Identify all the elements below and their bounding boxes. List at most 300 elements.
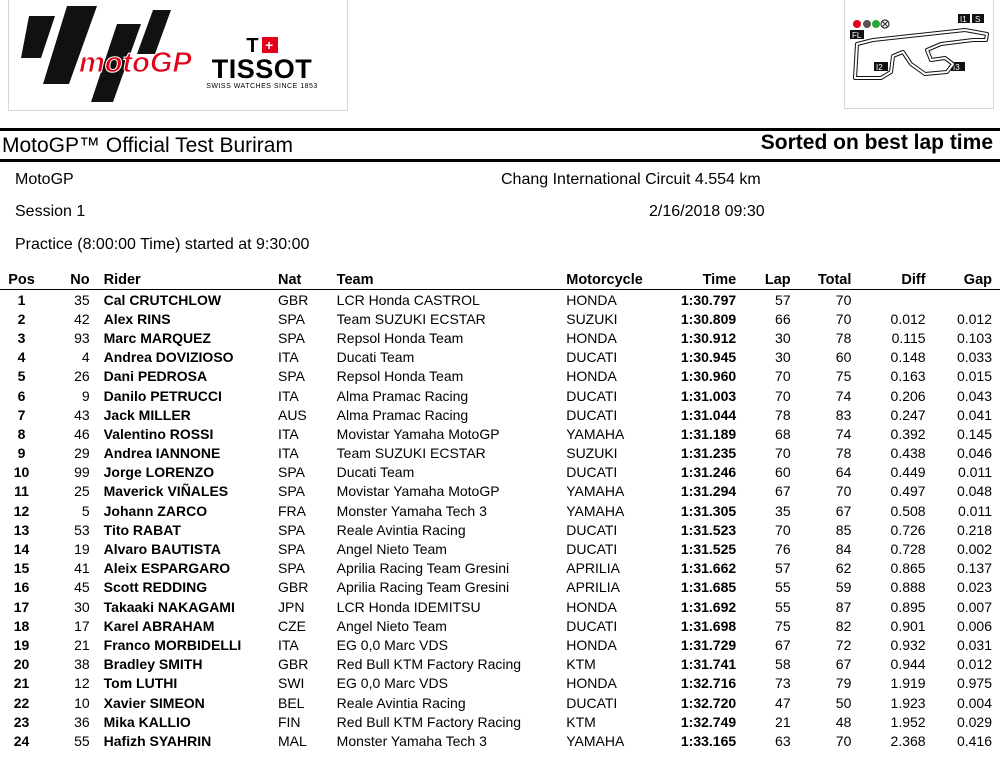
- table-row: [0, 463, 1000, 482]
- cell-team: EG 0,0 Marc VDS: [336, 636, 448, 653]
- tissot-mark-icon: T +: [206, 36, 318, 56]
- cell-time: 1:31.523: [680, 521, 737, 538]
- cell-no: 55: [74, 732, 90, 749]
- cell-pos: 4: [17, 349, 26, 366]
- tissot-tagline: SWISS WATCHES SINCE 1853: [206, 83, 318, 90]
- table-row: [0, 674, 1000, 693]
- cell-nat: SPA: [277, 483, 305, 500]
- cell-diff: 0.932: [890, 636, 926, 653]
- table-row: [0, 655, 1000, 674]
- cell-rider: Aleix ESPARGARO: [103, 560, 231, 577]
- cell-no: 17: [74, 617, 90, 634]
- cell-pos: 11: [14, 483, 29, 500]
- cell-no: 35: [74, 291, 90, 308]
- cell-motorcycle: DUCATI: [566, 541, 618, 558]
- cell-lap: 35: [775, 502, 791, 519]
- cell-gap: 0.103: [956, 329, 992, 346]
- cell-nat: ITA: [277, 425, 299, 442]
- cell-no: 25: [74, 483, 90, 500]
- cell-diff: 0.449: [890, 464, 926, 481]
- class-label: MotoGP: [15, 171, 74, 188]
- cell-diff: 0.888: [890, 579, 926, 596]
- cell-pos: 1: [17, 291, 26, 308]
- col-lap: Lap: [764, 271, 791, 288]
- cell-time: 1:31.294: [680, 483, 737, 500]
- cell-lap: 58: [775, 656, 791, 673]
- cell-nat: CZE: [277, 617, 306, 634]
- track-map-panel: [844, 0, 994, 109]
- cell-pos: 3: [17, 329, 26, 346]
- cell-no: 4: [81, 349, 90, 366]
- cell-lap: 55: [775, 598, 791, 615]
- cell-motorcycle: YAMAHA: [566, 483, 625, 500]
- cell-pos: 5: [17, 368, 26, 385]
- cell-motorcycle: DUCATI: [566, 464, 618, 481]
- cell-lap: 67: [775, 636, 791, 653]
- cell-gap: 0.145: [956, 425, 992, 442]
- table-row: [0, 328, 1000, 347]
- cell-total: 74: [835, 425, 852, 442]
- cell-no: 10: [74, 694, 90, 711]
- cell-team: Red Bull KTM Factory Racing: [336, 713, 522, 730]
- cell-team: Red Bull KTM Factory Racing: [336, 656, 522, 673]
- cell-time: 1:33.165: [680, 732, 737, 749]
- cell-nat: ITA: [277, 636, 299, 653]
- practice-label: Practice (8:00:00 Time) started at 9:30:00: [15, 236, 310, 253]
- cell-diff: 0.148: [890, 349, 926, 366]
- cell-rider: Dani PEDROSA: [103, 368, 208, 385]
- cell-pos: 10: [13, 464, 30, 481]
- cell-pos: 22: [13, 694, 30, 711]
- cell-nat: MAL: [277, 732, 307, 749]
- cell-lap: 78: [775, 406, 791, 423]
- table-row: [0, 424, 1000, 443]
- cell-gap: [926, 290, 1000, 310]
- cell-team: EG 0,0 Marc VDS: [336, 675, 448, 692]
- cell-rider: Hafizh SYAHRIN: [103, 732, 212, 749]
- table-row: [0, 367, 1000, 386]
- cell-team: Movistar Yamaha MotoGP: [336, 483, 500, 500]
- cell-gap: 0.015: [956, 368, 992, 385]
- cell-pos: 23: [13, 713, 30, 730]
- cell-lap: 60: [775, 464, 791, 481]
- cell-team: Aprilia Racing Team Gresini: [336, 579, 510, 596]
- cell-gap: 0.023: [956, 579, 992, 596]
- cell-total: 70: [835, 732, 852, 749]
- table-row: [0, 386, 1000, 405]
- cell-no: 12: [74, 675, 90, 692]
- cell-no: 38: [74, 656, 90, 673]
- table-row: [0, 444, 1000, 463]
- cell-pos: 12: [13, 502, 30, 519]
- sort-note: Sorted on best lap time: [760, 131, 993, 154]
- cell-diff: 0.944: [890, 656, 926, 673]
- table-row: [0, 635, 1000, 654]
- cell-motorcycle: HONDA: [566, 329, 617, 346]
- cell-rider: Valentino ROSSI: [103, 425, 214, 442]
- title-bottom-rule: [0, 159, 1000, 162]
- cell-total: 60: [835, 349, 852, 366]
- cell-pos: 8: [17, 425, 26, 442]
- table-row: [0, 712, 1000, 731]
- cell-no: 30: [74, 598, 90, 615]
- event-title: MotoGP™ Official Test Buriram: [2, 134, 293, 157]
- cell-time: 1:31.305: [680, 502, 737, 519]
- cell-diff: [857, 290, 925, 310]
- cell-lap: 30: [775, 349, 791, 366]
- cell-lap: 70: [775, 445, 791, 462]
- table-row: [0, 501, 1000, 520]
- cell-rider: Bradley SMITH: [103, 656, 203, 673]
- cell-total: 74: [835, 387, 852, 404]
- cell-no: 45: [74, 579, 90, 596]
- cell-gap: 0.975: [956, 675, 992, 692]
- cell-total: 67: [835, 656, 852, 673]
- cell-nat: ITA: [277, 387, 299, 404]
- cell-diff: 2.368: [890, 732, 926, 749]
- logo-panel: [8, 0, 348, 111]
- cell-no: 53: [74, 521, 90, 538]
- cell-pos: 9: [17, 445, 26, 462]
- cell-pos: 18: [13, 617, 30, 634]
- cell-lap: 70: [775, 387, 791, 404]
- cell-nat: ITA: [277, 349, 299, 366]
- cell-team: Alma Pramac Racing: [336, 406, 469, 423]
- cell-pos: 14: [13, 541, 30, 558]
- cell-motorcycle: HONDA: [566, 291, 617, 308]
- cell-motorcycle: SUZUKI: [566, 445, 618, 462]
- cell-gap: 0.046: [956, 445, 992, 462]
- cell-time: 1:31.685: [680, 579, 737, 596]
- cell-nat: SPA: [277, 560, 305, 577]
- cell-motorcycle: DUCATI: [566, 521, 618, 538]
- table-row: [0, 405, 1000, 424]
- cell-lap: 30: [775, 329, 791, 346]
- table-row: [0, 539, 1000, 558]
- cell-lap: 75: [775, 617, 791, 634]
- col-nat: Nat: [277, 271, 302, 288]
- table-row: [0, 520, 1000, 539]
- cell-total: 79: [835, 675, 852, 692]
- cell-time: 1:31.003: [680, 387, 737, 404]
- cell-team: Repsol Honda Team: [336, 368, 464, 385]
- cell-lap: 63: [775, 732, 791, 749]
- results-table: [0, 270, 1000, 751]
- cell-diff: 0.247: [890, 406, 926, 423]
- table-row: [0, 290, 1000, 310]
- cell-motorcycle: HONDA: [566, 368, 617, 385]
- cell-no: 42: [74, 310, 90, 327]
- cell-no: 46: [74, 425, 90, 442]
- cell-team: Team SUZUKI ECSTAR: [336, 445, 486, 462]
- cell-time: 1:30.809: [680, 310, 737, 327]
- cell-rider: Danilo PETRUCCI: [103, 387, 222, 404]
- cell-rider: Andrea DOVIZIOSO: [103, 349, 234, 366]
- cell-rider: Marc MARQUEZ: [103, 329, 211, 346]
- cell-lap: 21: [775, 713, 791, 730]
- cell-lap: 47: [775, 694, 791, 711]
- col-gap: Gap: [963, 271, 992, 288]
- cell-diff: 0.726: [890, 521, 926, 538]
- cell-team: Ducati Team: [336, 464, 415, 481]
- cell-lap: 66: [775, 310, 791, 327]
- svg-text:S: S: [975, 15, 981, 24]
- cell-rider: Alvaro BAUTISTA: [103, 541, 221, 558]
- cell-gap: 0.011: [958, 464, 992, 481]
- cell-time: 1:31.692: [680, 598, 737, 615]
- cell-pos: 16: [13, 579, 30, 596]
- cell-total: 59: [835, 579, 852, 596]
- cell-pos: 24: [13, 732, 30, 749]
- cell-total: 83: [835, 406, 852, 423]
- cell-pos: 21: [13, 675, 30, 692]
- table-row: [0, 731, 1000, 750]
- table-row: [0, 578, 1000, 597]
- table-row: [0, 616, 1000, 635]
- cell-gap: 0.416: [956, 732, 992, 749]
- cell-diff: 0.901: [890, 617, 926, 634]
- cell-team: Angel Nieto Team: [336, 541, 447, 558]
- cell-gap: 0.041: [956, 406, 992, 423]
- cell-motorcycle: HONDA: [566, 675, 617, 692]
- cell-rider: Karel ABRAHAM: [103, 617, 215, 634]
- cell-total: 67: [835, 502, 852, 519]
- svg-text:I3: I3: [953, 63, 960, 72]
- col-total: Total: [817, 271, 852, 288]
- cell-team: LCR Honda IDEMITSU: [336, 598, 481, 615]
- table-row: [0, 559, 1000, 578]
- cell-rider: Johann ZARCO: [103, 502, 208, 519]
- cell-team: LCR Honda CASTROL: [336, 291, 480, 308]
- cell-nat: FRA: [277, 502, 306, 519]
- cell-total: 70: [835, 483, 852, 500]
- cell-diff: 0.012: [890, 310, 926, 327]
- cell-time: 1:32.716: [680, 675, 737, 692]
- cell-time: 1:31.741: [680, 656, 737, 673]
- col-diff: Diff: [901, 271, 926, 288]
- cell-time: 1:31.525: [680, 541, 737, 558]
- cell-gap: 0.007: [956, 598, 992, 615]
- cell-gap: 0.004: [956, 694, 992, 711]
- table-header-row: [0, 270, 1000, 290]
- cell-diff: 0.206: [890, 387, 926, 404]
- cell-motorcycle: YAMAHA: [566, 502, 625, 519]
- cell-total: 50: [835, 694, 852, 711]
- cell-lap: 73: [775, 675, 791, 692]
- cell-team: Angel Nieto Team: [336, 617, 447, 634]
- cell-gap: 0.006: [956, 617, 992, 634]
- cell-diff: 0.163: [890, 368, 926, 385]
- cell-rider: Tom LUTHI: [103, 675, 178, 692]
- session-datetime: 2/16/2018 09:30: [649, 203, 765, 220]
- cell-total: 82: [835, 617, 852, 634]
- cell-rider: Tito RABAT: [103, 521, 181, 538]
- cell-nat: GBR: [277, 656, 309, 673]
- cell-motorcycle: HONDA: [566, 636, 617, 653]
- col-time: Time: [702, 271, 737, 288]
- cell-total: 70: [835, 291, 852, 308]
- cell-nat: ITA: [277, 445, 299, 462]
- cell-motorcycle: DUCATI: [566, 617, 618, 634]
- cell-team: Team SUZUKI ECSTAR: [336, 310, 486, 327]
- cell-diff: 0.728: [890, 541, 926, 558]
- cell-total: 70: [835, 310, 852, 327]
- col-motorcycle: Motorcycle: [566, 271, 643, 288]
- cell-team: Monster Yamaha Tech 3: [336, 502, 487, 519]
- cell-rider: Alex RINS: [103, 310, 171, 327]
- cell-time: 1:30.912: [680, 329, 737, 346]
- cell-pos: 13: [13, 521, 30, 538]
- cell-lap: 57: [775, 291, 791, 308]
- cell-motorcycle: SUZUKI: [566, 310, 618, 327]
- table-row: [0, 693, 1000, 712]
- cell-motorcycle: APRILIA: [566, 560, 620, 577]
- cell-team: Aprilia Racing Team Gresini: [336, 560, 510, 577]
- cell-no: 26: [74, 368, 90, 385]
- cell-total: 62: [835, 560, 852, 577]
- cell-diff: 1.919: [890, 675, 926, 692]
- cell-diff: 0.508: [890, 502, 926, 519]
- cell-time: 1:30.945: [680, 349, 737, 366]
- cell-motorcycle: KTM: [566, 656, 596, 673]
- cell-diff: 1.952: [890, 713, 926, 730]
- brand-wordmark: motoGP: [79, 47, 192, 79]
- table-row: [0, 597, 1000, 616]
- cell-time: 1:31.235: [680, 445, 737, 462]
- cell-pos: 20: [13, 656, 30, 673]
- cell-no: 9: [81, 387, 90, 404]
- cell-time: 1:31.698: [680, 617, 737, 634]
- cell-lap: 57: [775, 560, 791, 577]
- cell-nat: GBR: [277, 291, 309, 308]
- cell-pos: 19: [13, 636, 30, 653]
- cell-diff: 0.438: [890, 445, 926, 462]
- cell-time: 1:31.662: [680, 560, 737, 577]
- cell-lap: 70: [775, 521, 791, 538]
- cell-no: 5: [81, 502, 90, 519]
- table-row: [0, 348, 1000, 367]
- cell-rider: Takaaki NAKAGAMI: [103, 598, 235, 615]
- cell-motorcycle: APRILIA: [566, 579, 620, 596]
- cell-gap: 0.033: [956, 349, 992, 366]
- cell-rider: Xavier SIMEON: [103, 694, 205, 711]
- cell-diff: 1.923: [890, 694, 926, 711]
- cell-nat: AUS: [277, 406, 307, 423]
- cell-motorcycle: YAMAHA: [566, 425, 625, 442]
- cell-nat: SPA: [277, 541, 305, 558]
- cell-total: 72: [835, 636, 852, 653]
- cell-no: 41: [74, 560, 90, 577]
- cell-time: 1:30.797: [680, 291, 737, 308]
- cell-rider: Scott REDDING: [103, 579, 208, 596]
- cell-nat: SPA: [277, 329, 305, 346]
- col-team: Team: [336, 271, 374, 288]
- cell-total: 87: [835, 598, 852, 615]
- cell-lap: 70: [775, 368, 791, 385]
- cell-gap: 0.012: [956, 310, 992, 327]
- cell-lap: 67: [775, 483, 791, 500]
- cell-gap: 0.048: [956, 483, 992, 500]
- cell-team: Alma Pramac Racing: [336, 387, 469, 404]
- cell-nat: JPN: [277, 598, 305, 615]
- cell-total: 78: [835, 445, 852, 462]
- cell-diff: 0.497: [890, 483, 926, 500]
- cell-rider: Franco MORBIDELLI: [103, 636, 242, 653]
- tissot-logo: [206, 36, 318, 92]
- cell-lap: 76: [775, 541, 791, 558]
- cell-total: 84: [835, 541, 852, 558]
- cell-time: 1:32.720: [680, 694, 737, 711]
- cell-motorcycle: DUCATI: [566, 387, 618, 404]
- col-rider: Rider: [103, 271, 141, 288]
- cell-nat: SPA: [277, 521, 305, 538]
- cell-diff: 0.895: [890, 598, 926, 615]
- cell-gap: 0.137: [956, 560, 992, 577]
- cell-total: 75: [835, 368, 852, 385]
- cell-no: 99: [74, 464, 90, 481]
- cell-gap: 0.011: [958, 502, 992, 519]
- cell-rider: Mika KALLIO: [103, 713, 191, 730]
- svg-text:FL: FL: [852, 31, 862, 40]
- cell-total: 48: [835, 713, 852, 730]
- cell-rider: Andrea IANNONE: [103, 445, 221, 462]
- cell-time: 1:31.246: [680, 464, 737, 481]
- cell-diff: 0.115: [891, 329, 926, 346]
- cell-motorcycle: DUCATI: [566, 406, 618, 423]
- session-label: Session 1: [15, 203, 86, 220]
- cell-team: Reale Avintia Racing: [336, 521, 466, 538]
- cell-pos: 15: [13, 560, 30, 577]
- cell-diff: 0.392: [890, 425, 926, 442]
- cell-lap: 55: [775, 579, 791, 596]
- cell-gap: 0.029: [956, 713, 992, 730]
- tissot-wordmark: TISSOT: [211, 54, 313, 84]
- cell-total: 85: [835, 521, 852, 538]
- svg-text:I2: I2: [876, 63, 883, 72]
- cell-gap: 0.002: [956, 541, 992, 558]
- cell-team: Ducati Team: [336, 349, 415, 366]
- cell-time: 1:32.749: [680, 713, 737, 730]
- col-pos: Pos: [8, 271, 35, 288]
- cell-no: 19: [74, 541, 90, 558]
- cell-no: 36: [74, 713, 90, 730]
- cell-nat: BEL: [277, 694, 305, 711]
- col-no: No: [70, 271, 90, 288]
- cell-nat: GBR: [277, 579, 309, 596]
- cell-time: 1:31.189: [680, 425, 737, 442]
- svg-text:I1: I1: [960, 15, 967, 24]
- cell-no: 93: [74, 329, 90, 346]
- cell-motorcycle: KTM: [566, 713, 596, 730]
- cell-team: Reale Avintia Racing: [336, 694, 466, 711]
- cell-rider: Cal CRUTCHLOW: [103, 291, 222, 308]
- cell-time: 1:31.044: [680, 406, 737, 423]
- cell-rider: Maverick VIÑALES: [103, 483, 229, 500]
- cell-team: Monster Yamaha Tech 3: [336, 732, 487, 749]
- cell-time: 1:31.729: [680, 636, 737, 653]
- cell-no: 29: [74, 445, 90, 462]
- cell-no: 43: [74, 406, 90, 423]
- table-row: [0, 309, 1000, 328]
- cell-pos: 17: [13, 598, 30, 615]
- circuit-label: Chang International Circuit 4.554 km: [501, 171, 761, 188]
- cell-nat: SPA: [277, 310, 305, 327]
- cell-total: 78: [835, 329, 852, 346]
- cell-pos: 6: [17, 387, 26, 404]
- cell-lap: 68: [775, 425, 791, 442]
- cell-gap: 0.218: [956, 521, 992, 538]
- cell-motorcycle: HONDA: [566, 598, 617, 615]
